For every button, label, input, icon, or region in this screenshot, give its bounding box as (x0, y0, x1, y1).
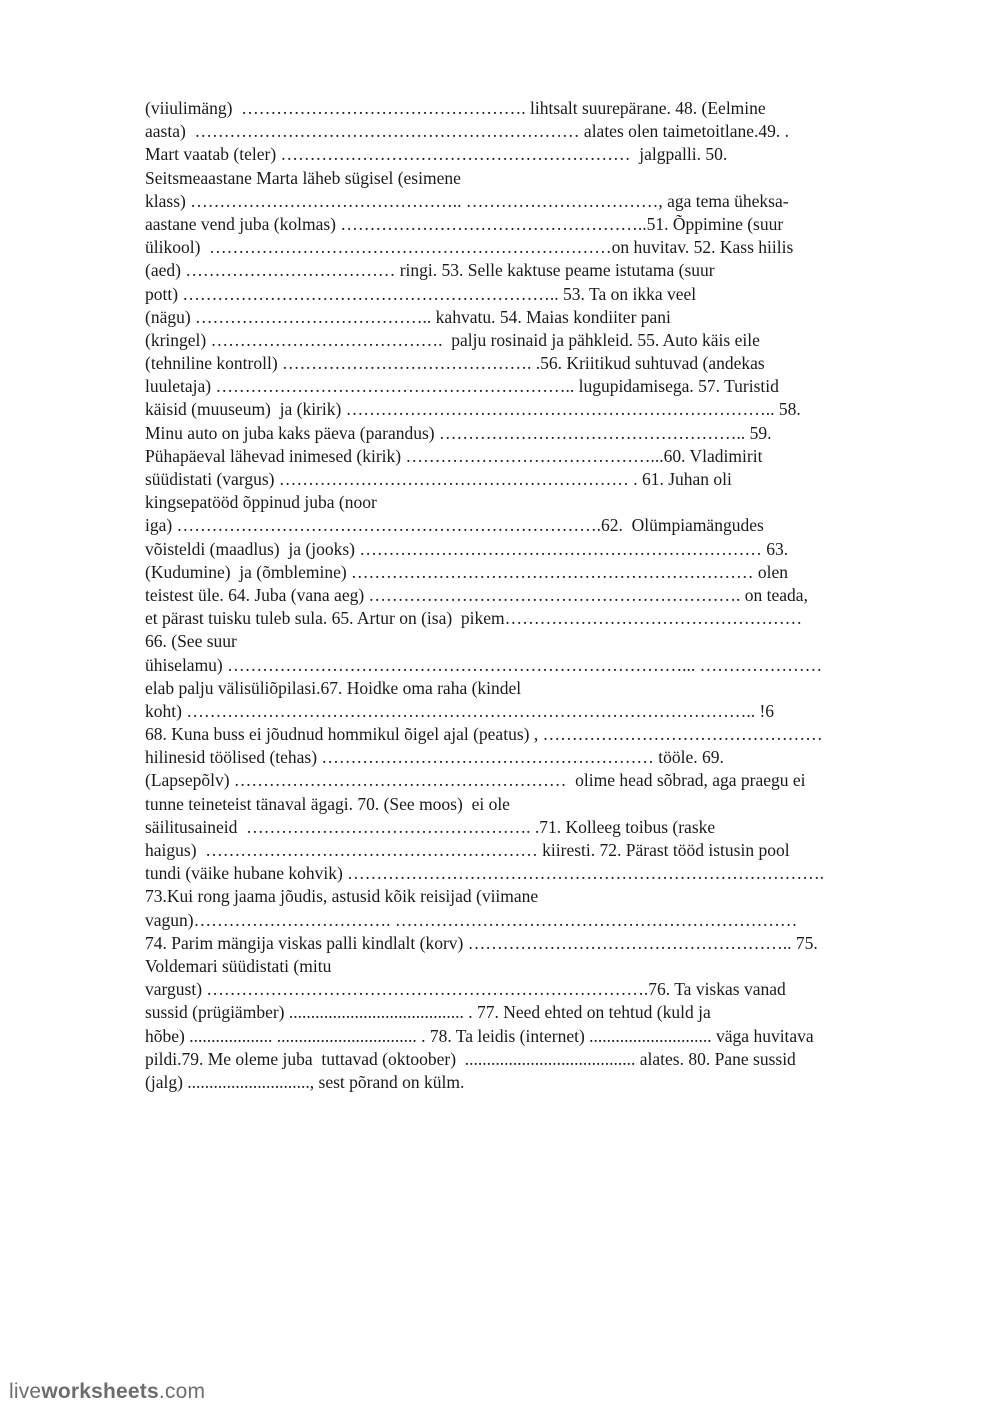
text-line: 66. (See suur (145, 631, 237, 652)
text-line: (Lapsepõlv) ………………………………………………… olime head sõbrad, aga praegu ei (145, 770, 806, 791)
logo-suffix: .com (158, 1380, 206, 1403)
text-line: võisteldi (maadlus) ja (jooks) …………………………………………………………… 63. (145, 538, 789, 559)
text-line: Voldemari süüdistati (mitu (145, 955, 332, 976)
text-line: koht) …………………………………………………………………………………….. !6 (145, 700, 775, 721)
text-line: 73.Kui rong jaama jõudis, astusid kõik reisijad (viimane (145, 886, 539, 907)
text-line: sussid (prügiämber) ........................................ . 77. Need ehted on tehtud (kuld ja (145, 1002, 711, 1023)
text-line: Pühapäeval lähevad inimesed (kirik) ……………………………………...60. Vladimirit (145, 445, 763, 466)
text-line: (nägu) ………………………………….. kahvatu. 54. Maias kondiiter pani (145, 306, 671, 327)
text-line: (viiulimäng) …………………………………………. lihtsalt suurepärane. 48. (Eelmine (145, 98, 766, 118)
text-line: pott) ……………………………………………………….. 53. Ta on ikka veel (145, 283, 697, 304)
text-line: (tehniline kontroll) ……………………………………. .56. Kriitikud suhtuvad (andekas (145, 353, 765, 374)
text-line: (aed) ……………………………… ringi. 53. Selle kaktuse peame istutama (suur (145, 260, 715, 281)
text-line: Mart vaatab (teler) …………………………………………………… jalgpalli. 50. (145, 144, 728, 165)
text-line: säilitusaineid …………………………………………. .71. Kolleeg toibus (raske (145, 816, 716, 837)
text-line: hõbe) ................... ................................ . 78. Ta leidis (internet) ............................ väga huvitava (145, 1025, 814, 1046)
text-line: hilinesid töölised (tehas) ………………………………………………… tööle. 69. (145, 747, 724, 768)
text-line: ühiselamu) ……………………………………………………………………... ………………… (145, 654, 823, 675)
text-line: aastane vend juba (kolmas) ……………………………………………..51. Õppimine (suur (145, 213, 784, 234)
text-line: Seitsmeaastane Marta läheb sügisel (esimene (145, 167, 461, 188)
text-line: klass) ……………………………………….. ……………………………, aga tema üheksa- (145, 190, 789, 211)
liveworksheets-logo[interactable] (9, 1380, 205, 1404)
text-line: ülikool) ……………………………………………………………on huvitav. 52. Kass hiilis (145, 237, 794, 258)
text-line: haigus) ………………………………………………… kiiresti. 72. Pärast tööd istusin pool (145, 840, 790, 860)
text-line: 74. Parim mängija viskas palli kindlalt (korv) ……………………………………………….. 75. (145, 932, 818, 953)
text-line: teistest üle. 64. Juba (vana aeg) ………………………………………………………. on teada, (145, 584, 808, 605)
text-line: vagun)……………………………. …………………………………………………………… (145, 909, 798, 930)
text-line: (kringel) …………………………………. palju rosinaid ja pähkleid. 55. Auto käis eile (145, 329, 760, 350)
text-line: (jalg) ............................, sest põrand on külm. (145, 1071, 465, 1092)
text-line: elab palju välisüliõpilasi.67. Hoidke oma raha (kindel (145, 677, 522, 698)
text-line: luuletaja) …………………………………………………….. lugupidamisega. 57. Turistid (145, 376, 779, 397)
text-line: (Kudumine) ja (õmblemine) …………………………………………………………… olen (145, 561, 789, 582)
logo-prefix: live (9, 1380, 42, 1403)
text-line: pildi.79. Me oleme juba tuttavad (oktoober) ....................................... alates. 80. Pane sussid (145, 1048, 796, 1069)
logo-bold: worksheets (41, 1380, 159, 1403)
text-line: aasta) ………………………………………………………… alates olen taimetoitlane.49. . (145, 121, 789, 142)
text-line: tunne teineteist tänaval ägagi. 70. (See moos) ei ole (145, 793, 510, 814)
text-line: tundi (väike hubane kohvik) ………………………………………………………………………. (145, 863, 825, 884)
exercise-text (145, 97, 945, 1094)
text-line: Minu auto on juba kaks päeva (parandus) …………………………………………….. 59. (145, 422, 772, 443)
text-line: käisid (muuseum) ja (kirik) ……………………………………………………………….. 58. (145, 399, 801, 420)
text-line: 68. Kuna buss ei jõudnud hommikul õigel ajal (peatus) , ………………………………………… (145, 724, 823, 745)
text-line: vargust) ………………………………………………………………….76. Ta viskas vanad (145, 979, 786, 1000)
text-line: iga) ……………………………………………………………….62. Olümpiamängudes (145, 515, 764, 536)
text-line: kingsepatööd õppinud juba (noor (145, 492, 377, 513)
text-line: süüdistati (vargus) …………………………………………………… . 61. Juhan oli (145, 469, 732, 489)
text-line: et pärast tuisku tuleb sula. 65. Artur on (isa) pikem…………………………………………… (145, 608, 803, 629)
